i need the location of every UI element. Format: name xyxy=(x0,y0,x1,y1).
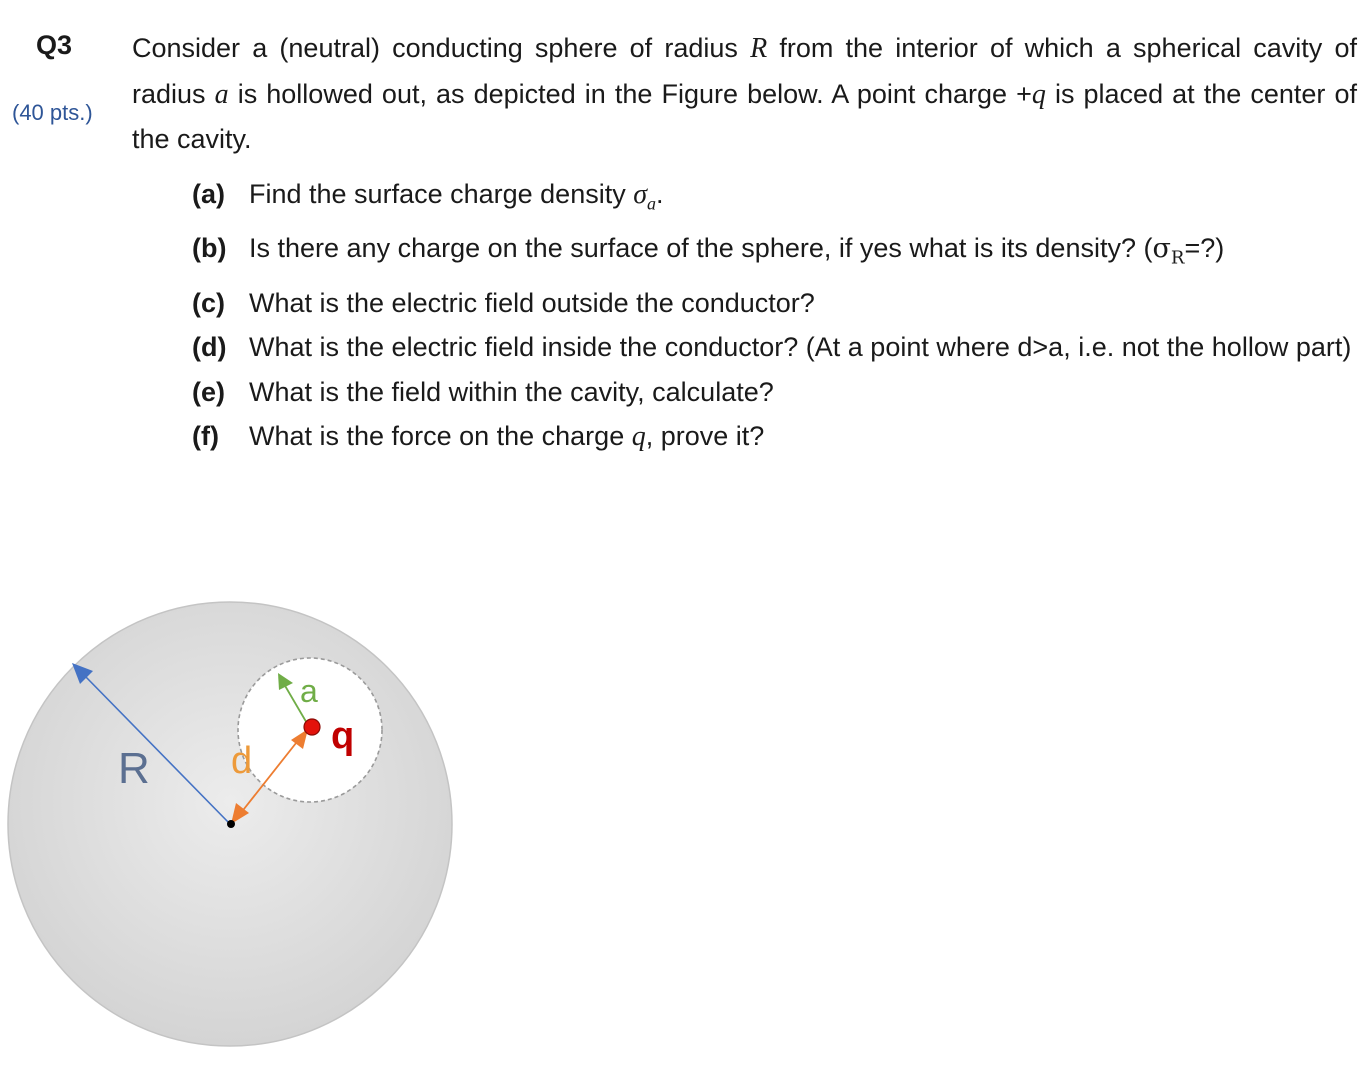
part-d: (d) What is the electric field inside the conductor? (At a point where d>a, i.e. not the hollow part) xyxy=(192,325,1357,370)
point-charge xyxy=(304,719,320,735)
question-number: Q3 xyxy=(36,30,73,60)
part-c: (c) What is the electric field outside the conductor? xyxy=(192,281,1357,326)
question-parts xyxy=(192,172,1357,460)
part-e: (e) What is the field within the cavity, calculate? xyxy=(192,370,1357,415)
label-d: d xyxy=(231,740,253,782)
label-q: q xyxy=(331,715,355,757)
part-f: (f) What is the force on the charge q, prove it? xyxy=(192,414,1357,460)
sigma-r-symbol: $\sigma_R$ xyxy=(1152,233,1185,269)
part-b-label: (b) xyxy=(192,233,227,264)
label-a: a xyxy=(300,673,318,709)
sphere-center-dot xyxy=(227,820,235,828)
question-points: (40 pts.) xyxy=(12,100,93,125)
sigma-a-symbol: $\sigma_a$ xyxy=(633,179,657,214)
part-d-label: (d) xyxy=(192,332,227,363)
part-c-label: (c) xyxy=(192,287,225,318)
part-b: (b) Is there any charge on the surface of the sphere, if yes what is its density? $(\sigma_R=?)$ xyxy=(192,226,1357,281)
question-intro: Consider a (neutral) conducting sphere of radius R from the interior of which a spherical cavity of radius a is hollowed out, as depicted in the Figure below. A point charge +q is placed at the center of the cavity. xyxy=(132,33,1358,154)
part-f-label: (f) xyxy=(192,421,219,452)
sphere-cavity-figure xyxy=(0,590,470,1060)
part-a: (a) Find the surface charge density $\sigma_a$. xyxy=(192,172,1357,226)
part-a-label: (a) xyxy=(192,179,225,209)
label-R: R xyxy=(118,744,150,793)
part-e-label: (e) xyxy=(192,376,225,407)
